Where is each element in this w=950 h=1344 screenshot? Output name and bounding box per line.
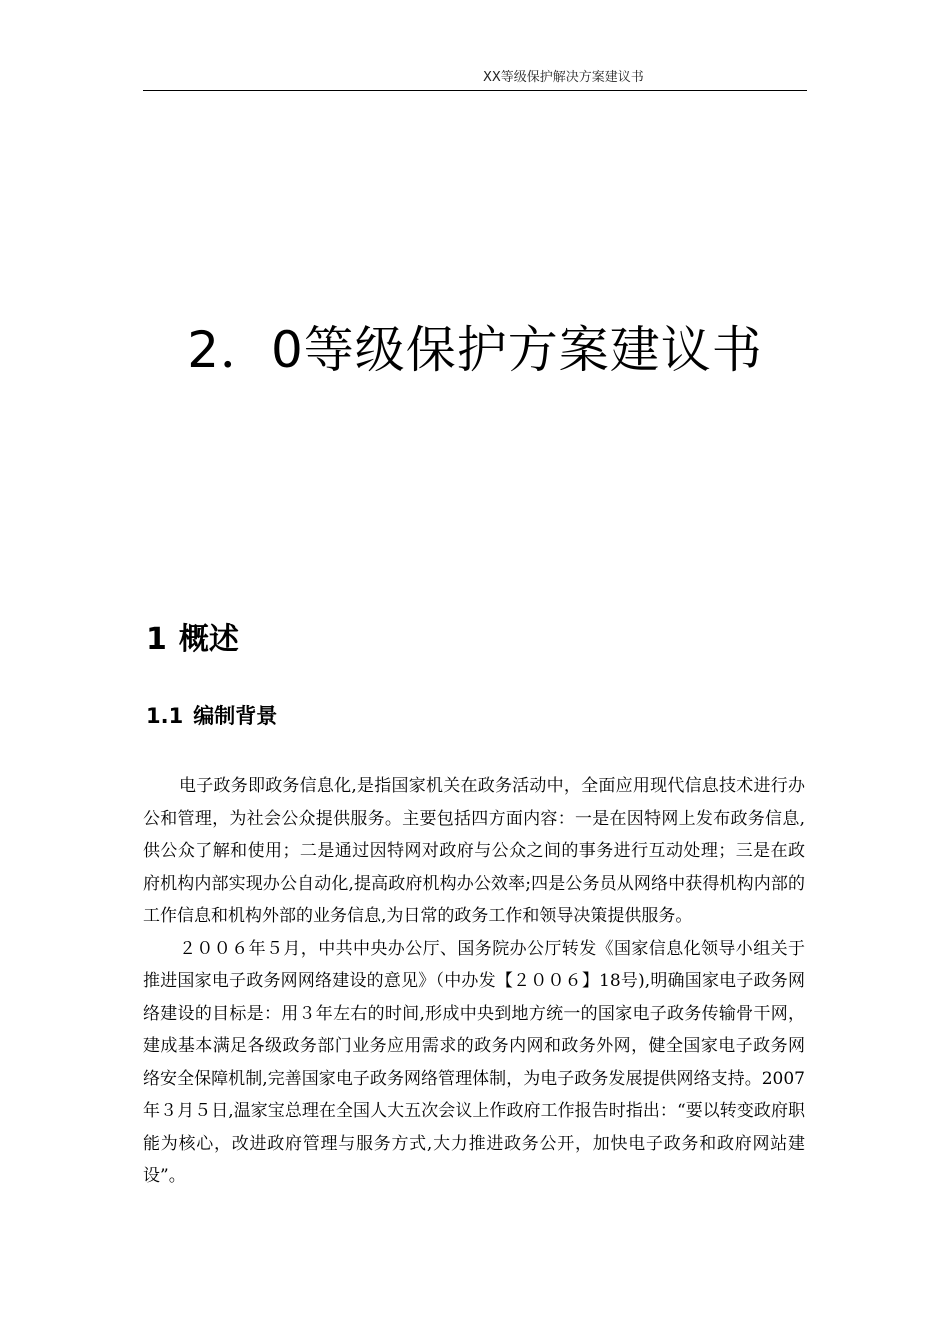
page-header xyxy=(143,66,807,91)
section-heading-overview xyxy=(146,614,239,658)
header-text: XX等级保护解决方案建议书 xyxy=(483,70,644,85)
document-title: 2．0等级保护方案建议书 xyxy=(187,321,763,379)
body-text xyxy=(143,770,805,1193)
section-number: 1 xyxy=(146,622,167,657)
subsection-heading-background xyxy=(146,700,277,730)
paragraph: 电子政务即政务信息化,是指国家机关在政务活动中，全面应用现代信息技术进行办公和管理，为社会公众提供服务。主要包括四方面内容：一是在因特网上发布政务信息,供公众了解和使用；二是通过因特网对政府与公众之间的事务进行互动处理；三是在政府机构内部实现办公自动化,提高政府机构办公效率;四是公务员从网络中获得机构内部的工作信息和机构外部的业务信息,为日常的政务工作和领导决策提供服务。 xyxy=(143,776,805,926)
paragraph: ２００６年５月，中共中央办公厅、国务院办公厅转发《国家信息化领导小组关于推进国家电子政务网网络建设的意见》（中办发【２００６】18号),明确国家电子政务网络建设的目标是：用３年左右的时间,形成中央到地方统一的国家电子政务传输骨干网，建成基本满足各级政务部门业务应用需求的政务内网和政务外网，健全国家电子政务网络安全保障机制,完善国家电子政务网络管理体制，为电子政务发展提供网络支持。2007年３月５日,温家宝总理在全国人大五次会议上作政府工作报告时指出：“要以转变政府职能为核心，改进政府管理与服务方式,大力推进政务公开，加快电子政务和政府网站建设”。 xyxy=(143,938,805,1186)
subsection-number: 1.1 xyxy=(146,704,184,728)
section-title: 概述 xyxy=(178,622,239,657)
subsection-title: 编制背景 xyxy=(193,704,278,728)
